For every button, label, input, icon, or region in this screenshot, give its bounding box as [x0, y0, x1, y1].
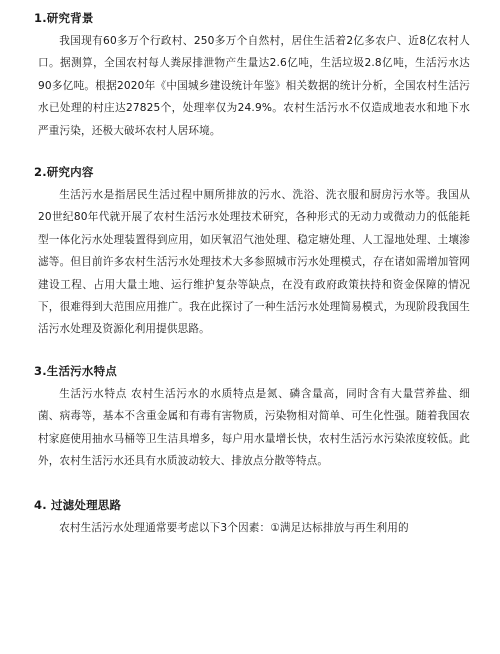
section-paragraph: 我国现有60多万个行政村、250多万个自然村，居住生活着2亿多农户、近8亿农村人口。据测算，全国农村每人粪尿排泄物产生量达2.6亿吨，生活垃圾2.8亿吨，生活污水达90多亿吨。根据2020年《中国城乡建设统计年鉴》相关数据的统计分析，全国农村生活污水已处理的村庄达27825个，处理率仅为24.9%。农村生活污水不仅造成地表水和地下水严重污染，还极大破坏农村人居环境。 — [38, 35, 470, 137]
section-paragraph: 生活污水特点 农村生活污水的水质特点是氮、磷含量高，同时含有大量营养盐、细菌、病毒等，基本不含重金属和有毒有害物质，污染物相对简单、可生化性强。随着我国农村家庭使用抽水马桶等卫生洁具增多，每户用水量增长快，农村生活污水污染浓度较低。此外，农村生活污水还具有水质波动较大、排放点分散等特点。 — [38, 387, 470, 468]
section-heading: 4. 过滤处理思路 — [34, 497, 122, 512]
section-background — [34, 8, 470, 142]
section-features — [34, 361, 470, 473]
spacer — [38, 341, 470, 361]
section-paragraph: 生活污水是指居民生活过程中厕所排放的污水、洗浴、洗衣服和厨房污水等。我国从20世纪80年代就开展了农村生活污水处理技术研究，各种形式的无动力或微动力的低能耗型一体化污水处理装置得到应用，如厌氧沼气池处理、稳定塘处理、人工湿地处理、土壤渗滤等。但目前许多农村生活污水处理技术大多参照城市污水处理模式，存在诸如需增加管网建设工程、占用大量土地、运行维护复杂等缺点，在没有政府政策扶持和资金保障的情况下，很难得到大范围应用推广。我在此探讨了一种生活污水处理简易模式，为现阶段我国生活污水处理及资源化利用提供思路。 — [38, 189, 470, 336]
section-content — [34, 162, 470, 341]
section-filtration — [34, 495, 470, 539]
section-heading: 3.生活污水特点 — [34, 363, 117, 378]
section-heading: 2.研究内容 — [34, 165, 94, 180]
section-paragraph: 农村生活污水处理通常要考虑以下3个因素：①满足达标排放与再生利用的 — [59, 521, 409, 534]
spacer — [38, 142, 470, 162]
spacer — [38, 473, 470, 495]
section-heading: 1.研究背景 — [34, 11, 94, 25]
